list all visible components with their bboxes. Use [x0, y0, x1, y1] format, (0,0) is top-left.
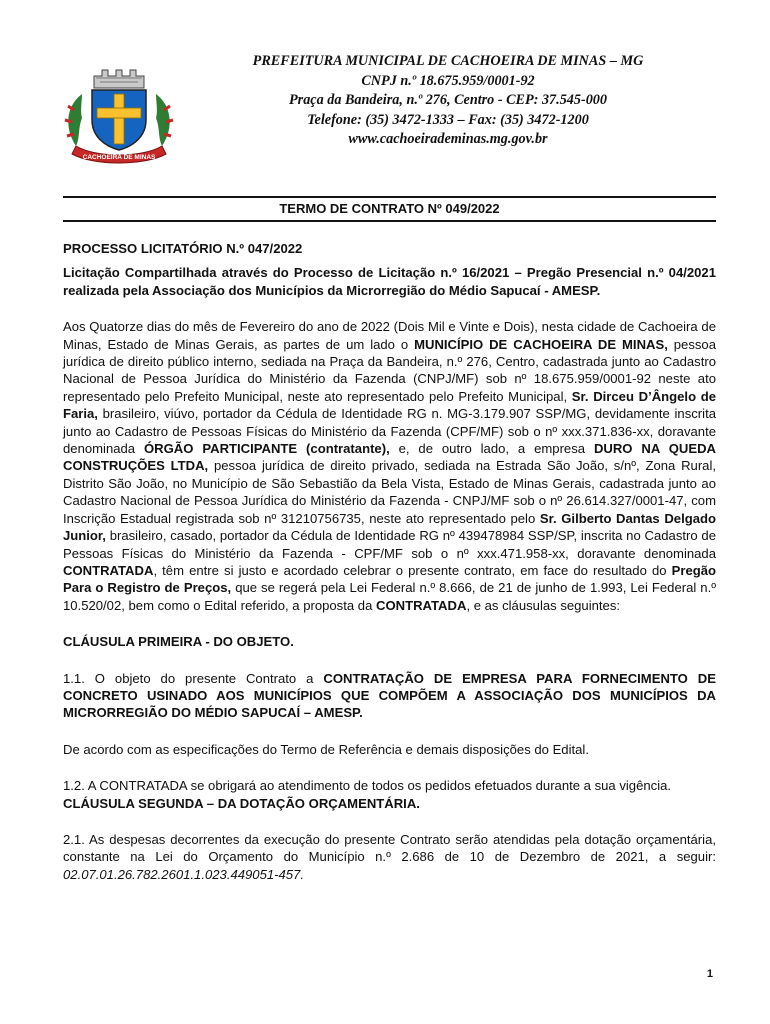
letterhead-phone: Telefone: (35) 3472-1333 – Fax: (35) 3472-1200 — [307, 111, 589, 128]
clause-one-note: De acordo com as especificações do Termo de Referência e demais disposições do Edital. — [63, 741, 589, 757]
clause-one-item-1: 1.1. O objeto do presente Contrato a CONTRATAÇÃO DE EMPRESA PARA FORNECIMENTO DE CONCRETO USINADO AOS MUNICÍPIOS QUE COMPÕEM A ASSOCIAÇÃO DOS MUNICÍPIOS DA MICRORREGIÃO DO MÉDIO SAPUCAÍ – AMESP. — [63, 670, 716, 721]
letterhead-address: Praça da Bandeira, n.º 276, Centro - CEP: 37.545-000 — [289, 92, 607, 109]
crest-banner-text: CACHOEIRA DE MINAS — [82, 154, 156, 161]
letterhead-institution: PREFEITURA MUNICIPAL DE CACHOEIRA DE MINAS – MG — [252, 53, 644, 69]
clause-two-item-1: 2.1. As despesas decorrentes da execução do presente Contrato serão atendidas pela dotação orçamentária, constante na Lei do Orçamento do Município n.º 2.686 de 10 de Dezembro de 2021, a seguir: 02.07.01.26.782.2601.1.023.449051-457. — [63, 831, 716, 882]
clause-two-heading: CLÁUSULA SEGUNDA – DA DOTAÇÃO ORÇAMENTÁRIA. — [63, 795, 420, 811]
intro-paragraph: Aos Quatorze dias do mês de Fevereiro do ano de 2022 (Dois Mil e Vinte e Dois), nesta cidade de Cachoeira de Minas, Estado de Minas Gerais, as partes de um lado o MUNICÍPIO DE CACHOEIRA DE MINAS, pessoa jurídica de direito público interno, sediada na Praça da Bandeira, n.º 276, Centro, cadastrada junto ao Cadastro Nacional de Pessoa Jurídica do Ministério da Fazenda (CNPJ/MF) sob nº 18.675.959/0001-92 neste ato representado pelo Prefeito Municipal, neste ato representado pelo Prefeito Municipal, Sr. Dirceu D’Ângelo de Faria, brasileiro, viúvo, portador da Cédula de Identidade RG n. MG-3.179.907 SSP/MG, devidamente inscrita junto ao Cadastro de Pessoas Físicas do Ministério da Fazenda (CPF/MF) sob o nº xxx.371.836-xx, doravante denominada ÓRGÃO PARTICIPANTE (contratante), e, de outro lado, a empresa DURO NA QUEDA CONSTRUÇÕES LTDA, pessoa jurídica de direito privado, sediada na Estrada São João, s/nº, Zona Rural, Distrito São João, no Município de São Sebastião da Bela Vista, Estado de Minas Gerais, cadastrada junto ao Cadastro Nacional de Pessoa Jurídica do Ministério da Fazenda - CNPJ/MF sob o nº 26.614.327/0001-47, com Inscrição Estadual registrada sob nº 31210756735, neste ato representado pelo Sr. Gilberto Dantas Delgado Junior, brasileiro, casado, portador da Cédula de Identidade RG nº 439478984 SSP/SP, inscrita no Cadastro de Pessoas Físicas do Ministério da Fazenda - CPF/MF sob o nº xxx.471.958-xx, doravante denominada CONTRATADA, têm entre si justo e acordado celebrar o presente contrato, em face do resultado do Pregão Para o Registro de Preços, que se regerá pela Lei Federal n.º 8.666, de 21 de junho de 1.993, Lei Federal n.º 10.520/02, bem como o Edital referido, a proposta da CONTRATADA, e as cláusulas seguintes: — [63, 319, 717, 613]
clause-one-item-2: 1.2. A CONTRATADA se obrigará ao atendimento de todos os pedidos efetuados durante a sua vigência. — [63, 778, 672, 794]
page-number: 1 — [706, 968, 713, 980]
clause-one-heading: CLÁUSULA PRIMEIRA - DO OBJETO. — [63, 634, 294, 650]
letterhead-cnpj: CNPJ n.º 18.675.959/0001-92 — [361, 72, 535, 89]
process-number: PROCESSO LICITATÓRIO N.º 047/2022 — [63, 241, 303, 256]
contract-title: TERMO DE CONTRATO Nº 049/2022 — [63, 196, 716, 222]
letterhead-website: www.cachoeirademinas.mg.gov.br — [348, 131, 548, 148]
coat-of-arms-icon — [60, 66, 178, 166]
letterhead — [218, 52, 678, 150]
contract-body — [63, 240, 716, 883]
shared-bidding: Licitação Compartilhada através do Processo de Licitação n.º 16/2021 – Pregão Presencial n.º 04/2021 realizada pela Associação dos Municípios da Microrregião do Médio Sapucaí - AMESP. — [63, 265, 716, 298]
